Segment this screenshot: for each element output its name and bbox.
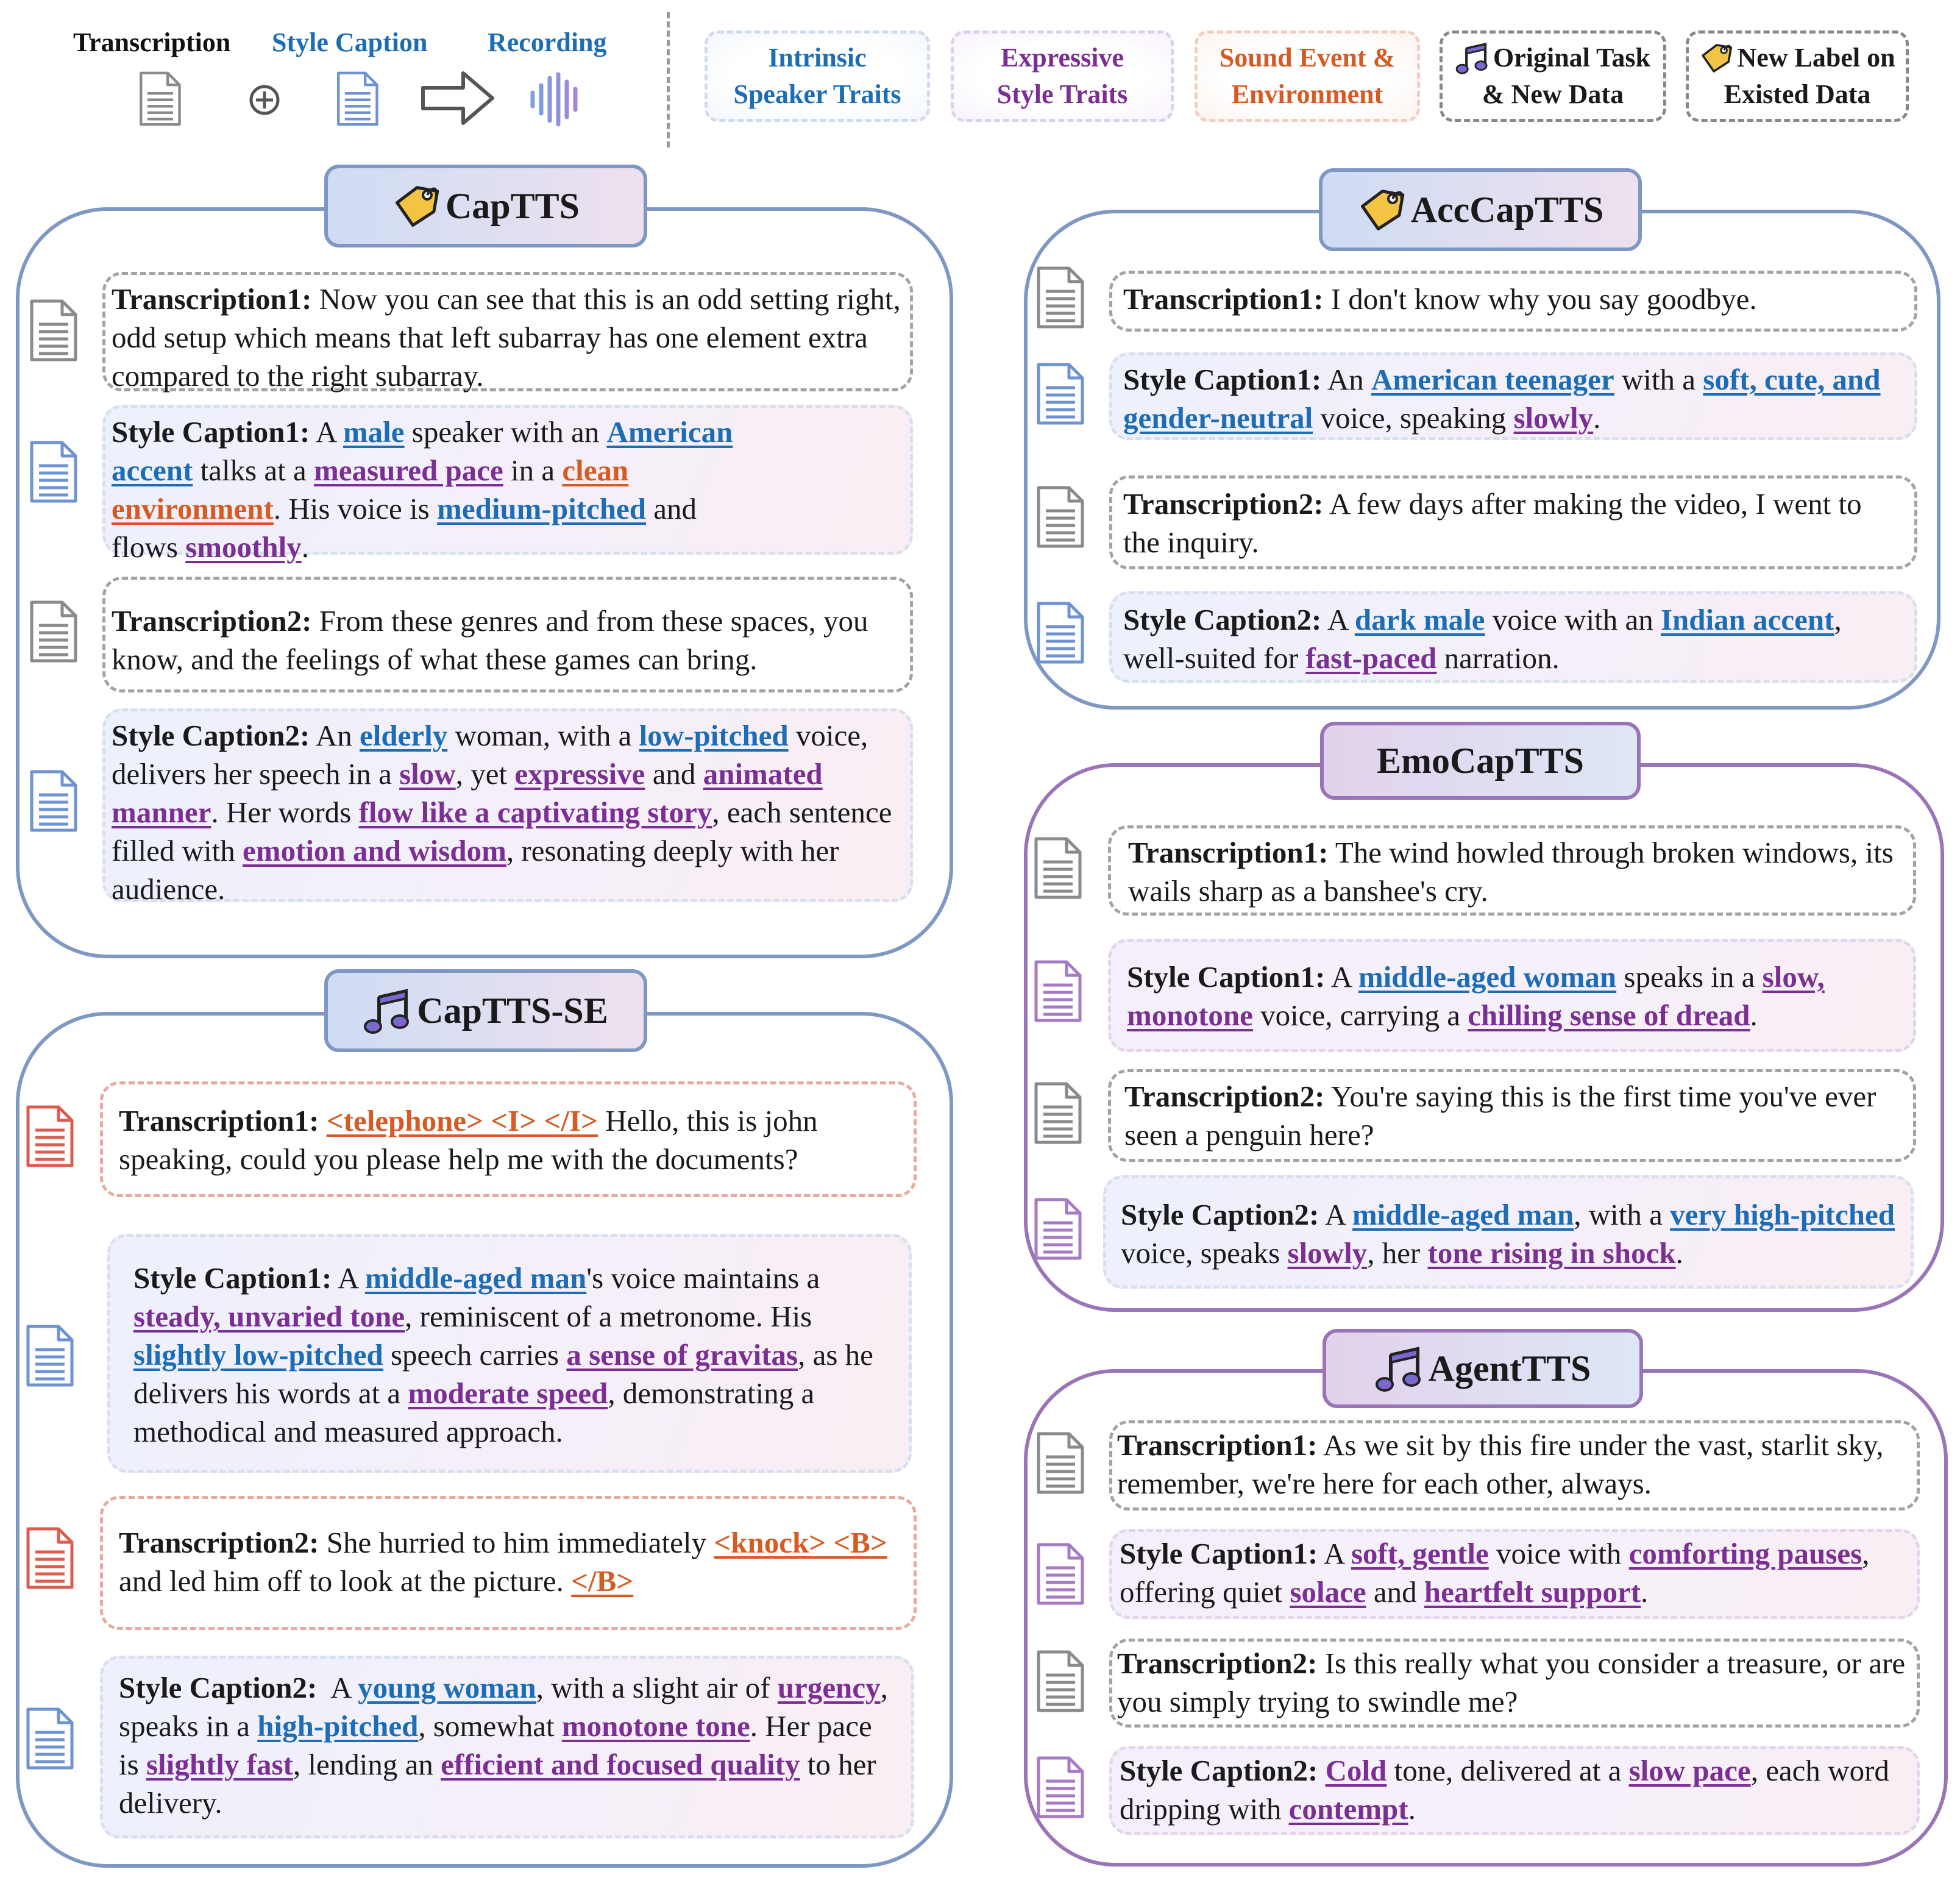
style-caption1-document-icon (1032, 959, 1082, 1023)
emocaptts-transcription1: Transcription1: The wind howled through broken windows, its wails sharp as a banshee's cry. (1108, 825, 1916, 916)
style-caption1-document-icon (24, 1324, 74, 1387)
transcription1-document-icon (28, 299, 78, 362)
acccaptts-transcription2: Transcription2: A few days after making the video, I went to the inquiry. (1109, 475, 1917, 569)
waveform-icon (528, 72, 584, 127)
style-caption2-document-icon (1032, 1197, 1082, 1261)
emocaptts-style-caption1: Style Caption1: A middle-aged woman speaks in a slow, monotone voice, carrying a chilling sense of dread. (1108, 939, 1916, 1052)
legend-expressive-style-traits: Expressive Style Traits (951, 30, 1174, 122)
legend-style-caption-label: Style Caption (272, 27, 428, 57)
acccaptts-transcription1: Transcription1: I don't know why you say goodbye. (1109, 271, 1917, 332)
captts-title: CapTTS (324, 165, 647, 247)
style-caption1-document-icon (1035, 1542, 1085, 1606)
style-caption1-document-icon (28, 440, 78, 504)
captts-style-caption2: Style Caption2: An elderly woman, with a low-pitched voice, delivers her speech in a slow, yet expressive and animated manner. Her words flow like a captivating story, each sentence filled with emotion and wisdom, resonating deeply with her audience. (102, 708, 913, 902)
legend-sound-event-environment: Sound Event & Environment (1195, 30, 1420, 122)
music-note-icon (363, 986, 412, 1035)
transcription2-document-icon (1035, 1650, 1085, 1713)
transcription1-document-icon (24, 1105, 74, 1168)
arrow-right-icon (419, 68, 497, 128)
emocaptts-style-caption2: Style Caption2: A middle-aged man, with a very high-pitched voice, speaks slowly, her tone rising in shock. (1103, 1175, 1914, 1289)
agenttts-style-caption1: Style Caption1: A soft, gentle voice with comforting pauses, offering quiet solace and heartfelt support. (1109, 1529, 1920, 1619)
captts-style-caption1: Style Caption1: A male speaker with an American accent talks at a measured pace in a clean environment. His voice is medium-pitched and flows smoothly. (102, 405, 913, 555)
tag-icon (392, 182, 441, 230)
style-caption2-document-icon (1035, 601, 1085, 664)
tag-icon (1699, 41, 1733, 75)
legend-new-label-existed-data: New Label on Existed Data (1686, 30, 1909, 122)
transcription-document-icon (138, 71, 182, 127)
music-note-icon (1375, 1344, 1424, 1393)
style-caption1-document-icon (1035, 362, 1085, 425)
captts-transcription1: Transcription1: Now you can see that this is an odd setting right, odd setup which means that left subarray has one element extra compared to the right subarray. (102, 272, 913, 391)
style-caption-document-icon (335, 71, 379, 127)
transcription2-document-icon (1035, 485, 1085, 549)
transcription1-document-icon (1032, 836, 1082, 900)
captts-se-style-caption2: Style Caption2: A young woman, with a slight air of urgency, speaks in a high-pitched, somewhat monotone tone. Her pace is slightly fast, lending an efficient and focused quality to her delivery. (100, 1656, 914, 1838)
captts-transcription2: Transcription2: From these genres and from these spaces, you know, and the feelings of what these games can bring. (102, 577, 913, 692)
acccaptts-title: AccCapTTS (1319, 168, 1642, 251)
style-caption2-document-icon (28, 769, 78, 833)
transcription1-document-icon (1035, 266, 1085, 329)
transcription2-document-icon (24, 1526, 74, 1590)
legend-original-task-new-data: Original Task & New Data (1440, 30, 1666, 122)
agenttts-transcription1: Transcription1: As we sit by this fire under the vast, starlit sky, remember, we're here for each other, always. (1109, 1420, 1920, 1511)
emocaptts-title: EmoCapTTS (1320, 722, 1641, 800)
captts-se-transcription2: Transcription2: She hurried to him immediately <knock> <B> and led him off to look at the picture. </B> (100, 1496, 917, 1630)
music-note-icon (1455, 41, 1490, 75)
style-caption2-document-icon (1035, 1756, 1085, 1819)
captts-se-title: CapTTS-SE (324, 969, 647, 1052)
agenttts-title: AgentTTS (1323, 1329, 1643, 1408)
header-separator (667, 12, 670, 148)
captts-se-style-caption1: Style Caption1: A middle-aged man's voice maintains a steady, unvaried tone, reminiscent of a metronome. His slightly low-pitched speech carries a sense of gravitas, as he delivers his words at a moderate speed, demonstrating a methodical and measured approach. (107, 1234, 912, 1473)
legend-intrinsic-speaker-traits: Intrinsic Speaker Traits (705, 30, 930, 122)
agenttts-transcription2: Transcription2: Is this really what you consider a treasure, or are you simply trying to swindle me? (1109, 1639, 1920, 1728)
emocaptts-transcription2: Transcription2: You're saying this is the first time you've ever seen a penguin here? (1108, 1069, 1916, 1162)
acccaptts-style-caption1: Style Caption1: An American teenager with a soft, cute, and gender-neutral voice, speaking slowly. (1109, 352, 1917, 440)
agenttts-style-caption2: Style Caption2: Cold tone, delivered at a slow pace, each word dripping with contempt. (1109, 1746, 1920, 1835)
tag-icon (1357, 185, 1406, 234)
transcription1-document-icon (1035, 1431, 1085, 1495)
legend-recording-label: Recording (488, 27, 607, 57)
circled-plus-icon (249, 84, 280, 116)
transcription2-document-icon (1032, 1081, 1082, 1145)
captts-se-transcription1: Transcription1: <telephone> <I> </I> Hello, this is john speaking, could you please help me with the documents? (100, 1081, 917, 1197)
legend-transcription-label: Transcription (73, 27, 231, 57)
style-caption2-document-icon (24, 1707, 74, 1770)
acccaptts-style-caption2: Style Caption2: A dark male voice with an Indian accent, well-suited for fast-paced narration. (1109, 591, 1917, 683)
transcription2-document-icon (28, 600, 78, 663)
